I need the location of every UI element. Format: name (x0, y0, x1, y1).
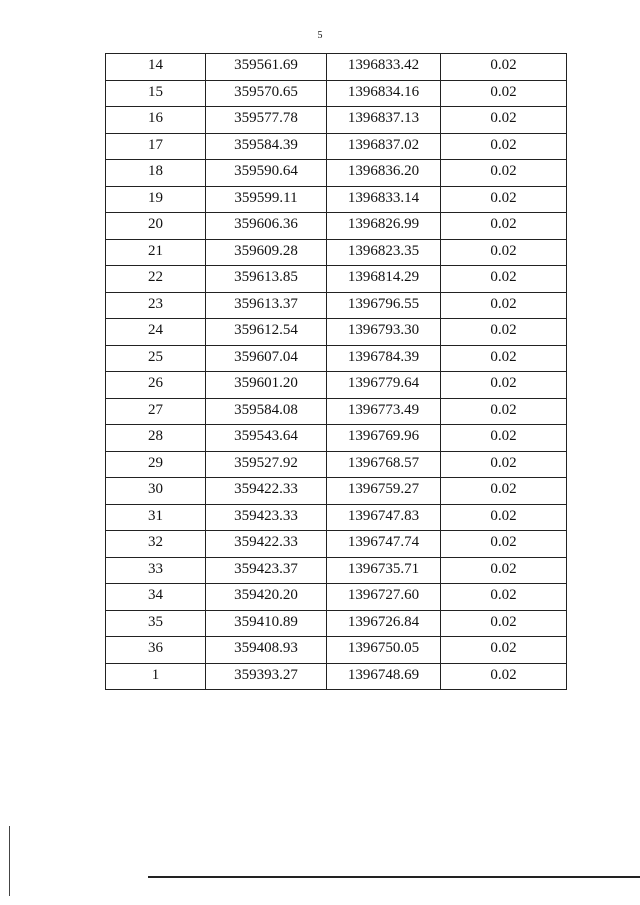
x-coordinate-cell: 359543.64 (206, 425, 327, 452)
footer-rule (148, 876, 640, 878)
y-coordinate-cell: 1396747.83 (327, 504, 441, 531)
error-cell: 0.02 (441, 266, 567, 293)
point-number-cell: 23 (106, 292, 206, 319)
x-coordinate-cell: 359420.20 (206, 584, 327, 611)
table-row (106, 292, 567, 319)
point-number-cell: 32 (106, 531, 206, 558)
x-coordinate-cell: 359423.37 (206, 557, 327, 584)
y-coordinate-cell: 1396834.16 (327, 80, 441, 107)
error-cell: 0.02 (441, 292, 567, 319)
y-coordinate-cell: 1396826.99 (327, 213, 441, 240)
error-cell: 0.02 (441, 557, 567, 584)
point-number-cell: 33 (106, 557, 206, 584)
point-number-cell: 16 (106, 107, 206, 134)
point-number-cell: 34 (106, 584, 206, 611)
y-coordinate-cell: 1396747.74 (327, 531, 441, 558)
error-cell: 0.02 (441, 531, 567, 558)
y-coordinate-cell: 1396833.42 (327, 54, 441, 81)
x-coordinate-cell: 359612.54 (206, 319, 327, 346)
point-number-cell: 15 (106, 80, 206, 107)
x-coordinate-cell: 359422.33 (206, 531, 327, 558)
x-coordinate-cell: 359613.85 (206, 266, 327, 293)
error-cell: 0.02 (441, 107, 567, 134)
error-cell: 0.02 (441, 425, 567, 452)
point-number-cell: 31 (106, 504, 206, 531)
y-coordinate-cell: 1396779.64 (327, 372, 441, 399)
error-cell: 0.02 (441, 239, 567, 266)
table-row (106, 478, 567, 505)
x-coordinate-cell: 359423.33 (206, 504, 327, 531)
y-coordinate-cell: 1396796.55 (327, 292, 441, 319)
y-coordinate-cell: 1396837.02 (327, 133, 441, 160)
error-cell: 0.02 (441, 610, 567, 637)
point-number-cell: 20 (106, 213, 206, 240)
point-number-cell: 21 (106, 239, 206, 266)
point-number-cell: 35 (106, 610, 206, 637)
point-number-cell: 19 (106, 186, 206, 213)
table-row (106, 80, 567, 107)
table-row (106, 398, 567, 425)
x-coordinate-cell: 359599.11 (206, 186, 327, 213)
table-row (106, 239, 567, 266)
point-number-cell: 24 (106, 319, 206, 346)
error-cell: 0.02 (441, 504, 567, 531)
table-row (106, 637, 567, 664)
x-coordinate-cell: 359584.08 (206, 398, 327, 425)
table-body (106, 54, 567, 690)
x-coordinate-cell: 359606.36 (206, 213, 327, 240)
error-cell: 0.02 (441, 160, 567, 187)
x-coordinate-cell: 359613.37 (206, 292, 327, 319)
table-row (106, 213, 567, 240)
y-coordinate-cell: 1396726.84 (327, 610, 441, 637)
table-row (106, 663, 567, 690)
y-coordinate-cell: 1396769.96 (327, 425, 441, 452)
y-coordinate-cell: 1396784.39 (327, 345, 441, 372)
table-row (106, 584, 567, 611)
y-coordinate-cell: 1396750.05 (327, 637, 441, 664)
table-row (106, 425, 567, 452)
table-row (106, 107, 567, 134)
table-row (106, 610, 567, 637)
error-cell: 0.02 (441, 451, 567, 478)
error-cell: 0.02 (441, 345, 567, 372)
x-coordinate-cell: 359577.78 (206, 107, 327, 134)
error-cell: 0.02 (441, 133, 567, 160)
point-number-cell: 22 (106, 266, 206, 293)
table-row (106, 54, 567, 81)
error-cell: 0.02 (441, 663, 567, 690)
point-number-cell: 28 (106, 425, 206, 452)
error-cell: 0.02 (441, 637, 567, 664)
y-coordinate-cell: 1396727.60 (327, 584, 441, 611)
table-row (106, 372, 567, 399)
table-row (106, 133, 567, 160)
point-number-cell: 27 (106, 398, 206, 425)
error-cell: 0.02 (441, 80, 567, 107)
x-coordinate-cell: 359393.27 (206, 663, 327, 690)
page-number: 5 (317, 30, 323, 41)
x-coordinate-cell: 359422.33 (206, 478, 327, 505)
point-number-cell: 18 (106, 160, 206, 187)
error-cell: 0.02 (441, 372, 567, 399)
table-row (106, 160, 567, 187)
point-number-cell: 1 (106, 663, 206, 690)
point-number-cell: 36 (106, 637, 206, 664)
x-coordinate-cell: 359584.39 (206, 133, 327, 160)
point-number-cell: 26 (106, 372, 206, 399)
table-row (106, 186, 567, 213)
x-coordinate-cell: 359408.93 (206, 637, 327, 664)
y-coordinate-cell: 1396833.14 (327, 186, 441, 213)
x-coordinate-cell: 359527.92 (206, 451, 327, 478)
y-coordinate-cell: 1396735.71 (327, 557, 441, 584)
table-row (106, 345, 567, 372)
y-coordinate-cell: 1396773.49 (327, 398, 441, 425)
y-coordinate-cell: 1396768.57 (327, 451, 441, 478)
x-coordinate-cell: 359607.04 (206, 345, 327, 372)
coordinates-table (105, 53, 567, 690)
y-coordinate-cell: 1396814.29 (327, 266, 441, 293)
point-number-cell: 30 (106, 478, 206, 505)
point-number-cell: 29 (106, 451, 206, 478)
table-row (106, 451, 567, 478)
x-coordinate-cell: 359601.20 (206, 372, 327, 399)
table-row (106, 557, 567, 584)
y-coordinate-cell: 1396793.30 (327, 319, 441, 346)
error-cell: 0.02 (441, 584, 567, 611)
error-cell: 0.02 (441, 186, 567, 213)
point-number-cell: 25 (106, 345, 206, 372)
x-coordinate-cell: 359609.28 (206, 239, 327, 266)
x-coordinate-cell: 359410.89 (206, 610, 327, 637)
y-coordinate-cell: 1396836.20 (327, 160, 441, 187)
error-cell: 0.02 (441, 54, 567, 81)
y-coordinate-cell: 1396759.27 (327, 478, 441, 505)
point-number-cell: 14 (106, 54, 206, 81)
x-coordinate-cell: 359561.69 (206, 54, 327, 81)
error-cell: 0.02 (441, 213, 567, 240)
table-row (106, 531, 567, 558)
table-row (106, 319, 567, 346)
y-coordinate-cell: 1396748.69 (327, 663, 441, 690)
y-coordinate-cell: 1396823.35 (327, 239, 441, 266)
table-row (106, 266, 567, 293)
error-cell: 0.02 (441, 319, 567, 346)
error-cell: 0.02 (441, 478, 567, 505)
table-row (106, 504, 567, 531)
margin-line (9, 826, 10, 896)
y-coordinate-cell: 1396837.13 (327, 107, 441, 134)
point-number-cell: 17 (106, 133, 206, 160)
x-coordinate-cell: 359590.64 (206, 160, 327, 187)
error-cell: 0.02 (441, 398, 567, 425)
x-coordinate-cell: 359570.65 (206, 80, 327, 107)
